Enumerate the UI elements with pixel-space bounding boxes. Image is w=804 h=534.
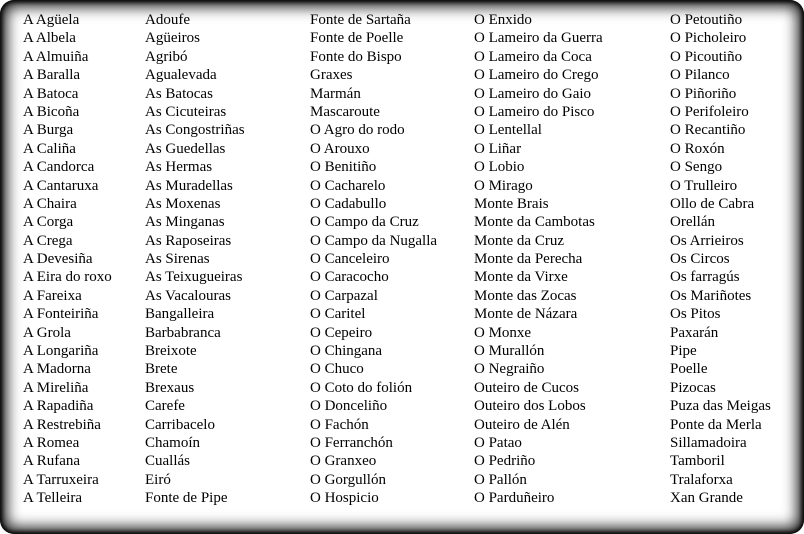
place-name: O Lameiro do Crego (474, 67, 599, 84)
place-name: A Tarruxeira (23, 471, 99, 488)
place-name: Os Pitos (670, 306, 721, 323)
place-name: O Mirago (474, 177, 533, 194)
place-name: O Caracocho (310, 269, 389, 286)
place-name: A Bicoña (23, 103, 80, 120)
place-name: O Roxón (670, 140, 725, 157)
place-name: Carribacelo (145, 416, 215, 433)
place-name: Monte da Cambotas (474, 214, 595, 231)
place-name: O Benitiño (310, 159, 377, 176)
place-name: Xan Grande (670, 490, 743, 507)
place-name: Orellán (670, 214, 715, 231)
place-name: O Caritel (310, 306, 366, 323)
place-name: Monte da Virxe (474, 269, 568, 286)
place-name: A Cantaruxa (23, 177, 99, 194)
place-name: O Lobio (474, 159, 525, 176)
place-name: A Batoca (23, 85, 79, 102)
place-name: Monte das Zocas (474, 287, 577, 304)
place-name: O Fachón (310, 416, 369, 433)
place-name: O Enxido (474, 12, 532, 28)
place-name: Brexaus (145, 379, 195, 396)
place-name: Outeiro dos Lobos (474, 398, 586, 415)
place-name: Pizocas (670, 379, 716, 396)
place-name: O Recantiño (670, 122, 746, 139)
place-name: A Devesiña (23, 251, 93, 268)
place-name: O Perifoleiro (670, 103, 749, 120)
place-name: Breixote (145, 343, 197, 360)
place-name: Sillamadoira (670, 434, 747, 451)
place-name: Pipe (670, 343, 697, 360)
place-name: Os farragús (670, 269, 740, 286)
place-name: O Lentellal (474, 122, 542, 139)
place-name: Fonte de Sartaña (310, 12, 411, 28)
place-name: O Chingana (310, 343, 383, 360)
place-name: A Fonteiriña (23, 306, 99, 323)
place-name: As Moxenas (145, 195, 221, 212)
place-name: Cuallás (145, 453, 190, 470)
place-name: Paxarán (670, 324, 719, 341)
place-name: O Petoutiño (670, 12, 743, 28)
place-name: As Raposeiras (145, 232, 232, 249)
name-column-3 (310, 11, 437, 508)
place-name: A Longariña (23, 343, 99, 360)
place-name: O Murallón (474, 343, 545, 360)
place-name: O Trulleiro (670, 177, 738, 194)
place-name: A Candorca (23, 159, 95, 176)
place-name: O Pallón (474, 471, 527, 488)
place-name: Barbabranca (145, 324, 221, 341)
place-name: O Ferranchón (310, 434, 393, 451)
place-name: O Cepeiro (310, 324, 373, 341)
place-name: O Coto do folión (310, 379, 413, 396)
place-name: A Rapadiña (23, 398, 94, 415)
place-name: O Lameiro da Guerra (474, 30, 603, 47)
place-name: Graxes (310, 67, 353, 84)
place-name: Adoufe (145, 12, 190, 28)
place-name: O Pilanco (670, 67, 730, 84)
place-name: Puza das Meigas (670, 398, 771, 415)
place-name: Monte da Perecha (474, 251, 583, 268)
place-name: Outeiro de Alén (474, 416, 570, 433)
name-column-2 (145, 11, 245, 508)
place-name: A Chaira (23, 195, 77, 212)
place-name: Os Mariñotes (670, 287, 752, 304)
place-name: As Sirenas (145, 251, 210, 268)
place-name: A Telleira (23, 490, 83, 507)
name-column-1 (23, 11, 112, 508)
place-name: As Muradellas (145, 177, 233, 194)
place-name: Agüeiros (145, 30, 200, 47)
place-name: Agribó (145, 48, 188, 65)
name-column-4 (474, 11, 603, 508)
place-name: O Cadabullo (310, 195, 387, 212)
place-name: Os Circos (670, 251, 730, 268)
place-name: As Hermas (145, 159, 213, 176)
place-name: O Patao (474, 434, 522, 451)
place-name: A Burga (23, 122, 74, 139)
place-name: A Rufana (23, 453, 81, 470)
place-name: Fonte do Bispo (310, 48, 402, 65)
place-name: Poelle (670, 361, 708, 378)
place-name: Agualevada (145, 67, 217, 84)
place-name: Carefe (145, 398, 185, 415)
place-name: Os Arrieiros (670, 232, 744, 249)
place-name: As Teixugueiras (145, 269, 243, 286)
place-name: O Campo da Cruz (310, 214, 419, 231)
place-name: Outeiro de Cucos (474, 379, 579, 396)
place-name: O Negraiño (474, 361, 545, 378)
place-name: A Restrebiña (23, 416, 101, 433)
place-name: O Donceliño (310, 398, 388, 415)
place-name: O Lameiro do Pisco (474, 103, 595, 120)
place-name: O Agro do rodo (310, 122, 405, 139)
place-name: O Parduñeiro (474, 490, 555, 507)
place-name: Bangalleira (145, 306, 215, 323)
place-name: O Picoutiño (670, 48, 743, 65)
place-name: O Carpazal (310, 287, 378, 304)
place-name: O Piñoriño (670, 85, 737, 102)
place-name: Marmán (310, 85, 361, 102)
place-name: O Cacharelo (310, 177, 386, 194)
place-name: O Gorgullón (310, 471, 386, 488)
place-name: A Crega (23, 232, 73, 249)
place-name: O Canceleiro (310, 251, 390, 268)
place-name: O Arouxo (310, 140, 370, 157)
place-name: Eiró (145, 471, 171, 488)
place-name: Fonte de Pipe (145, 490, 228, 507)
place-name: O Picholeiro (670, 30, 747, 47)
place-name: As Vacalouras (145, 287, 231, 304)
place-name: As Minganas (145, 214, 225, 231)
place-name: A Albela (23, 30, 76, 47)
place-name: Ponte da Merla (670, 416, 762, 433)
name-column-5 (670, 11, 771, 508)
place-name: O Campo da Nugalla (310, 232, 438, 249)
place-name: O Hospicio (310, 490, 379, 507)
place-name: Tamboril (670, 453, 725, 470)
place-name: As Congostriñas (145, 122, 245, 139)
place-name: Ollo de Cabra (670, 195, 755, 212)
place-name: A Grola (23, 324, 71, 341)
place-name: Monte da Cruz (474, 232, 564, 249)
place-name: O Granxeo (310, 453, 377, 470)
place-name: A Mireliña (23, 379, 89, 396)
place-name: Fonte de Poelle (310, 30, 404, 47)
place-name: A Almuiña (23, 48, 89, 65)
place-name: Monte Brais (474, 195, 549, 212)
place-name: A Romea (23, 434, 80, 451)
place-name: A Corga (23, 214, 74, 231)
place-name: O Liñar (474, 140, 522, 157)
place-name: As Cicuteiras (145, 103, 227, 120)
place-name: O Lameiro da Coca (474, 48, 592, 65)
place-name: As Batocas (145, 85, 213, 102)
place-name: Brete (145, 361, 178, 378)
place-name: O Lameiro do Gaio (474, 85, 592, 102)
place-name: O Pedriño (474, 453, 536, 470)
place-name: Monte de Názara (474, 306, 578, 323)
place-name: A Fareixa (23, 287, 82, 304)
place-name: Tralaforxa (670, 471, 733, 488)
place-name: A Agüela (23, 12, 80, 28)
place-name: A Eira do roxo (23, 269, 112, 286)
place-name: As Guedellas (145, 140, 226, 157)
place-name: A Baralla (23, 67, 81, 84)
place-name: O Chuco (310, 361, 364, 378)
place-name: A Caliña (23, 140, 76, 157)
place-name: O Sengo (670, 159, 723, 176)
place-name: Mascaroute (310, 103, 380, 120)
place-name: O Monxe (474, 324, 532, 341)
place-name: A Madorna (23, 361, 91, 378)
place-name: Chamoín (145, 434, 200, 451)
